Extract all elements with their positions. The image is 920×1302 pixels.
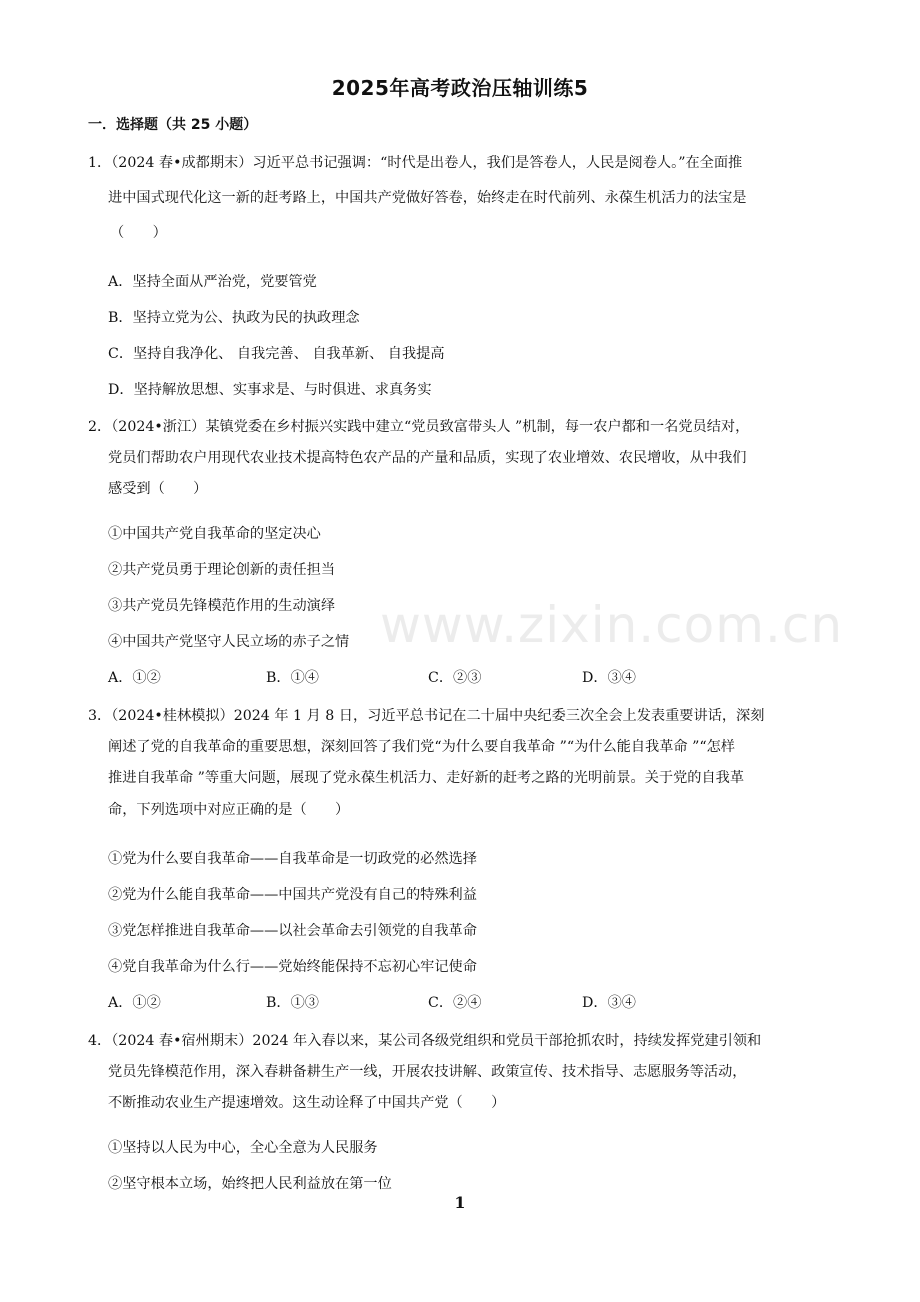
q2-statement-3: ③共产党员先锋模范作用的生动演绎 bbox=[108, 598, 336, 614]
q2-statement-1: ①中国共产党自我革命的坚定决心 bbox=[108, 526, 321, 542]
q1-stem-line-2: 进中国式现代化这一新的赶考路上，中国共产党做好答卷，始终走在时代前列、永葆生机活力的法宝是 bbox=[108, 190, 747, 206]
q1-choice-a: A．坚持全面从严治党，党要管党 bbox=[108, 274, 317, 290]
q3-option-c: C．②④ bbox=[428, 995, 482, 1011]
q3-stem-line-2: 阐述了党的自我革命的重要思想，深刻回答了我们党“为什么要自我革命 ”“为什么能自我革命 ”“怎样 bbox=[108, 739, 735, 755]
q2-statement-2: ②共产党员勇于理论创新的责任担当 bbox=[108, 562, 336, 578]
q3-stem-line-1: 3．（2024•桂林模拟）2024 年 1 月 8 日，习近平总书记在二十届中央纪委三次全会上发表重要讲话，深刻 bbox=[88, 708, 765, 724]
q1-stem-line-3: （ ） bbox=[110, 225, 167, 241]
q1-choice-d: D．坚持解放思想、实事求是、与时俱进、求真务实 bbox=[108, 382, 432, 398]
q1-choice-c: C．坚持自我净化、 自我完善、 自我革新、 自我提高 bbox=[108, 346, 445, 362]
q2-option-d: D．③④ bbox=[582, 670, 636, 686]
q3-statement-1: ①党为什么要自我革命——自我革命是一切政党的必然选择 bbox=[108, 851, 477, 867]
q2-stem-line-2: 党员们帮助农户用现代农业技术提高特色农产品的产量和品质，实现了农业增效、农民增收，从中我们 bbox=[108, 450, 747, 466]
q3-statement-4: ④党自我革命为什么行——党始终能保持不忘初心牢记使命 bbox=[108, 959, 477, 975]
q3-options bbox=[108, 992, 728, 1012]
q4-stem-line-3: 不断推动农业生产提速增效。这生动诠释了中国共产党（ ） bbox=[108, 1095, 506, 1111]
q3-option-a: A．①② bbox=[108, 995, 161, 1011]
q4-stem-line-1: 4．（2024 春•宿州期末）2024 年入春以来，某公司各级党组织和党员干部抢抓农时，持续发挥党建引领和 bbox=[88, 1033, 762, 1049]
q4-statement-2: ②坚守根本立场，始终把人民利益放在第一位 bbox=[108, 1176, 392, 1192]
q3-statement-2: ②党为什么能自我革命——中国共产党没有自己的特殊利益 bbox=[108, 887, 477, 903]
page-number: 1 bbox=[454, 1193, 466, 1212]
q1-choice-b: B．坚持立党为公、执政为民的执政理念 bbox=[108, 310, 360, 326]
watermark: www.zixin.com.cn bbox=[380, 596, 844, 654]
q3-stem-line-3: 推进自我革命 ”等重大问题，展现了党永葆生机活力、走好新的赶考之路的光明前景。关于党的自我革 bbox=[108, 770, 745, 786]
page-title: 2025年高考政治压轴训练5 bbox=[331, 76, 589, 100]
q1-stem-line-1: 1．（2024 春•成都期末）习近平总书记强调：“时代是出卷人，我们是答卷人，人民是阅卷人。”在全面推 bbox=[88, 155, 743, 171]
q2-option-c: C．②③ bbox=[428, 670, 482, 686]
q2-options bbox=[108, 667, 728, 687]
q4-stem-line-2: 党员先锋模范作用，深入春耕备耕生产一线，开展农技讲解、政策宣传、技术指导、志愿服务等活动， bbox=[108, 1064, 747, 1080]
q2-option-a: A．①② bbox=[108, 670, 161, 686]
section-heading: 一．选择题（共 25 小题） bbox=[88, 117, 258, 133]
q2-stem-line-1: 2．（2024•浙江）某镇党委在乡村振兴实践中建立“党员致富带头人 ”机制，每一农户都和一名党员结对， bbox=[88, 419, 750, 435]
q2-statement-4: ④中国共产党坚守人民立场的赤子之情 bbox=[108, 634, 350, 650]
q4-statement-1: ①坚持以人民为中心，全心全意为人民服务 bbox=[108, 1140, 378, 1156]
q2-option-b: B．①④ bbox=[266, 670, 319, 686]
q2-stem-line-3: 感受到（ ） bbox=[108, 481, 208, 497]
q3-option-d: D．③④ bbox=[582, 995, 636, 1011]
q3-statement-3: ③党怎样推进自我革命——以社会革命去引领党的自我革命 bbox=[108, 923, 477, 939]
q3-option-b: B．①③ bbox=[266, 995, 319, 1011]
q3-stem-line-4: 命，下列选项中对应正确的是（ ） bbox=[108, 802, 350, 818]
